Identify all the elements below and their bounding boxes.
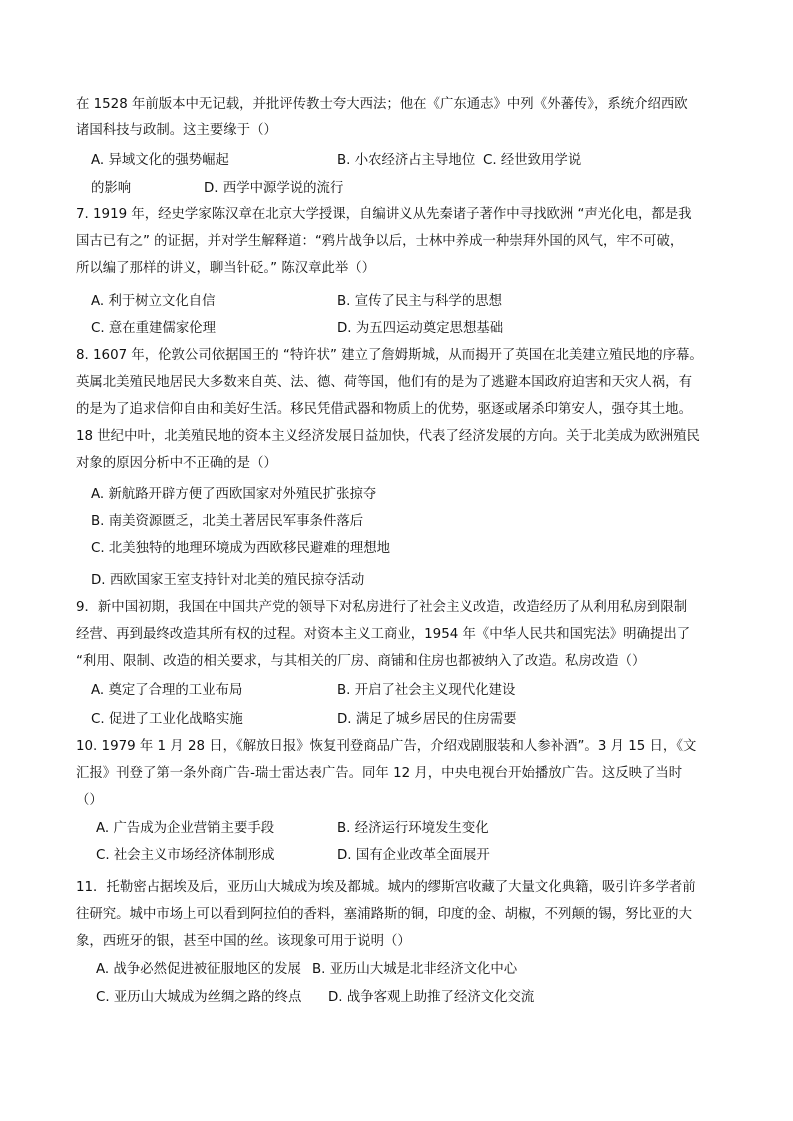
q10-stem-line-3: （） [76, 793, 103, 808]
q10-stem-line-2: 汇报》刊登了第一条外商广告-瑞士雷达表广告。同年 12 月，中央电视台开始播放广告。这反映了当时 [76, 766, 683, 781]
q8-option-d: D. 西欧国家王室支持针对北美的殖民掠夺活动 [91, 573, 365, 588]
q6-option-a: A. 异域文化的强势崛起 [91, 153, 229, 168]
q6-option-d: D. 西学中源学说的流行 [204, 181, 344, 196]
q8-stem-line-3: 的是为了追求信仰自由和美好生活。移民凭借武器和物质上的优势，驱逐或屠杀印第安人，强夺其土地。 [76, 402, 692, 417]
q10-option-d: D. 国有企业改革全面展开 [337, 848, 490, 863]
q11-option-a: A. 战争必然促进被征服地区的发展 [96, 962, 301, 977]
q9-stem-line-1: 9．新中国初期，我国在中国共产党的领导下对私房进行了社会主义改造，改造经历了从利用私房到限制 [76, 600, 688, 615]
q11-option-c: C. 亚历山大城成为丝绸之路的终点 [96, 990, 302, 1005]
q7-stem-line-3: 所以编了那样的讲义，聊当针砭。” 陈汉章此举（） [76, 261, 376, 276]
q8-stem-line-4: 18 世纪中叶，北美殖民地的资本主义经济发展日益加快，代表了经济发展的方向。关于北美成为欧洲殖民 [76, 429, 700, 444]
q8-option-b: B. 南美资源匮乏，北美土著居民军事条件落后 [91, 514, 364, 529]
q6-option-c-continued: 的影响 [91, 181, 132, 196]
q11-option-b: B. 亚历山大城是北非经济文化中心 [312, 962, 518, 977]
q11-stem-line-2: 往研究。城中市场上可以看到阿拉伯的香料，塞浦路斯的铜，印度的金、胡椒，不列颠的锡，努比亚的大 [76, 907, 692, 922]
q11-stem-line-3: 象，西班牙的银，甚至中国的丝。该现象可用于说明（） [76, 934, 411, 949]
q9-option-a: A. 奠定了合理的工业布局 [91, 683, 243, 698]
q7-stem-line-1: 7. 1919 年，经史学家陈汉章在北京大学授课，自编讲义从先秦诸子著作中寻找欧洲 “声光化电，都是我 [76, 207, 692, 222]
q10-stem-line-1: 10. 1979 年 1 月 28 日，《解放日报》恢复刊登商品广告，介绍戏剧服装和人参补酒”。3 月 15 日，《文 [76, 739, 697, 754]
q8-stem-line-1: 8. 1607 年，伦敦公司依据国王的 “特许状” 建立了詹姆斯城，从而揭开了英国在北美建立殖民地的序幕。 [76, 348, 703, 363]
q9-option-c: C. 促进了工业化战略实施 [91, 712, 243, 727]
q8-option-c: C. 北美独特的地理环境成为西欧移民避难的理想地 [91, 541, 391, 556]
q7-option-c: C. 意在重建儒家伦理 [91, 321, 216, 336]
q7-option-d: D. 为五四运动奠定思想基础 [337, 321, 504, 336]
q10-option-a: A. 广告成为企业营销主要手段 [96, 821, 275, 836]
q11-option-d: D. 战争客观上助推了经济文化交流 [328, 990, 535, 1005]
q9-stem-line-3: “利用、限制、改造的相关要求，与其相关的厂房、商铺和住房也都被纳入了改造。私房改造（） [76, 654, 646, 669]
q7-stem-line-2: 国古已有之” 的证据，并对学生解释道：“鸦片战争以后，士林中养成一种崇拜外国的风气，牢不可破， [76, 234, 684, 249]
q9-option-d: D. 满足了城乡居民的住房需要 [337, 712, 517, 727]
q7-option-a: A. 利于树立文化自信 [91, 294, 216, 309]
q6-stem-line-2: 诸国科技与政制。这主要缘于（） [76, 123, 277, 138]
q8-option-a: A. 新航路开辟方便了西欧国家对外殖民扩张掠夺 [91, 487, 377, 502]
q6-stem-line-1: 在 1528 年前版本中无记载，并批评传教士夸大西法；他在《广东通志》中列《外蕃传》，系统介绍西欧 [76, 97, 688, 112]
q9-stem-line-2: 经营、再到最终改造其所有权的过程。对资本主义工商业，1954 年《中华人民共和国宪法》明确提出了 [76, 627, 691, 642]
q6-option-c: C. 经世致用学说 [483, 153, 582, 168]
q7-option-b: B. 宣传了民主与科学的思想 [337, 294, 502, 309]
q10-option-b: B. 经济运行环境发生变化 [337, 821, 489, 836]
q9-option-b: B. 开启了社会主义现代化建设 [337, 683, 516, 698]
q6-option-b: B. 小农经济占主导地位 [337, 153, 476, 168]
q11-stem-line-1: 11．托勒密占据埃及后，亚历山大城成为埃及都城。城内的缪斯宫收藏了大量文化典籍，吸引许多学者前 [76, 880, 696, 895]
q8-stem-line-5: 对象的原因分析中不正确的是（） [76, 456, 277, 471]
q8-stem-line-2: 英属北美殖民地居民大多数来自英、法、德、荷等国，他们有的是为了逃避本国政府迫害和天灾人祸，有 [76, 375, 692, 390]
q10-option-c: C. 社会主义市场经济体制形成 [96, 848, 275, 863]
